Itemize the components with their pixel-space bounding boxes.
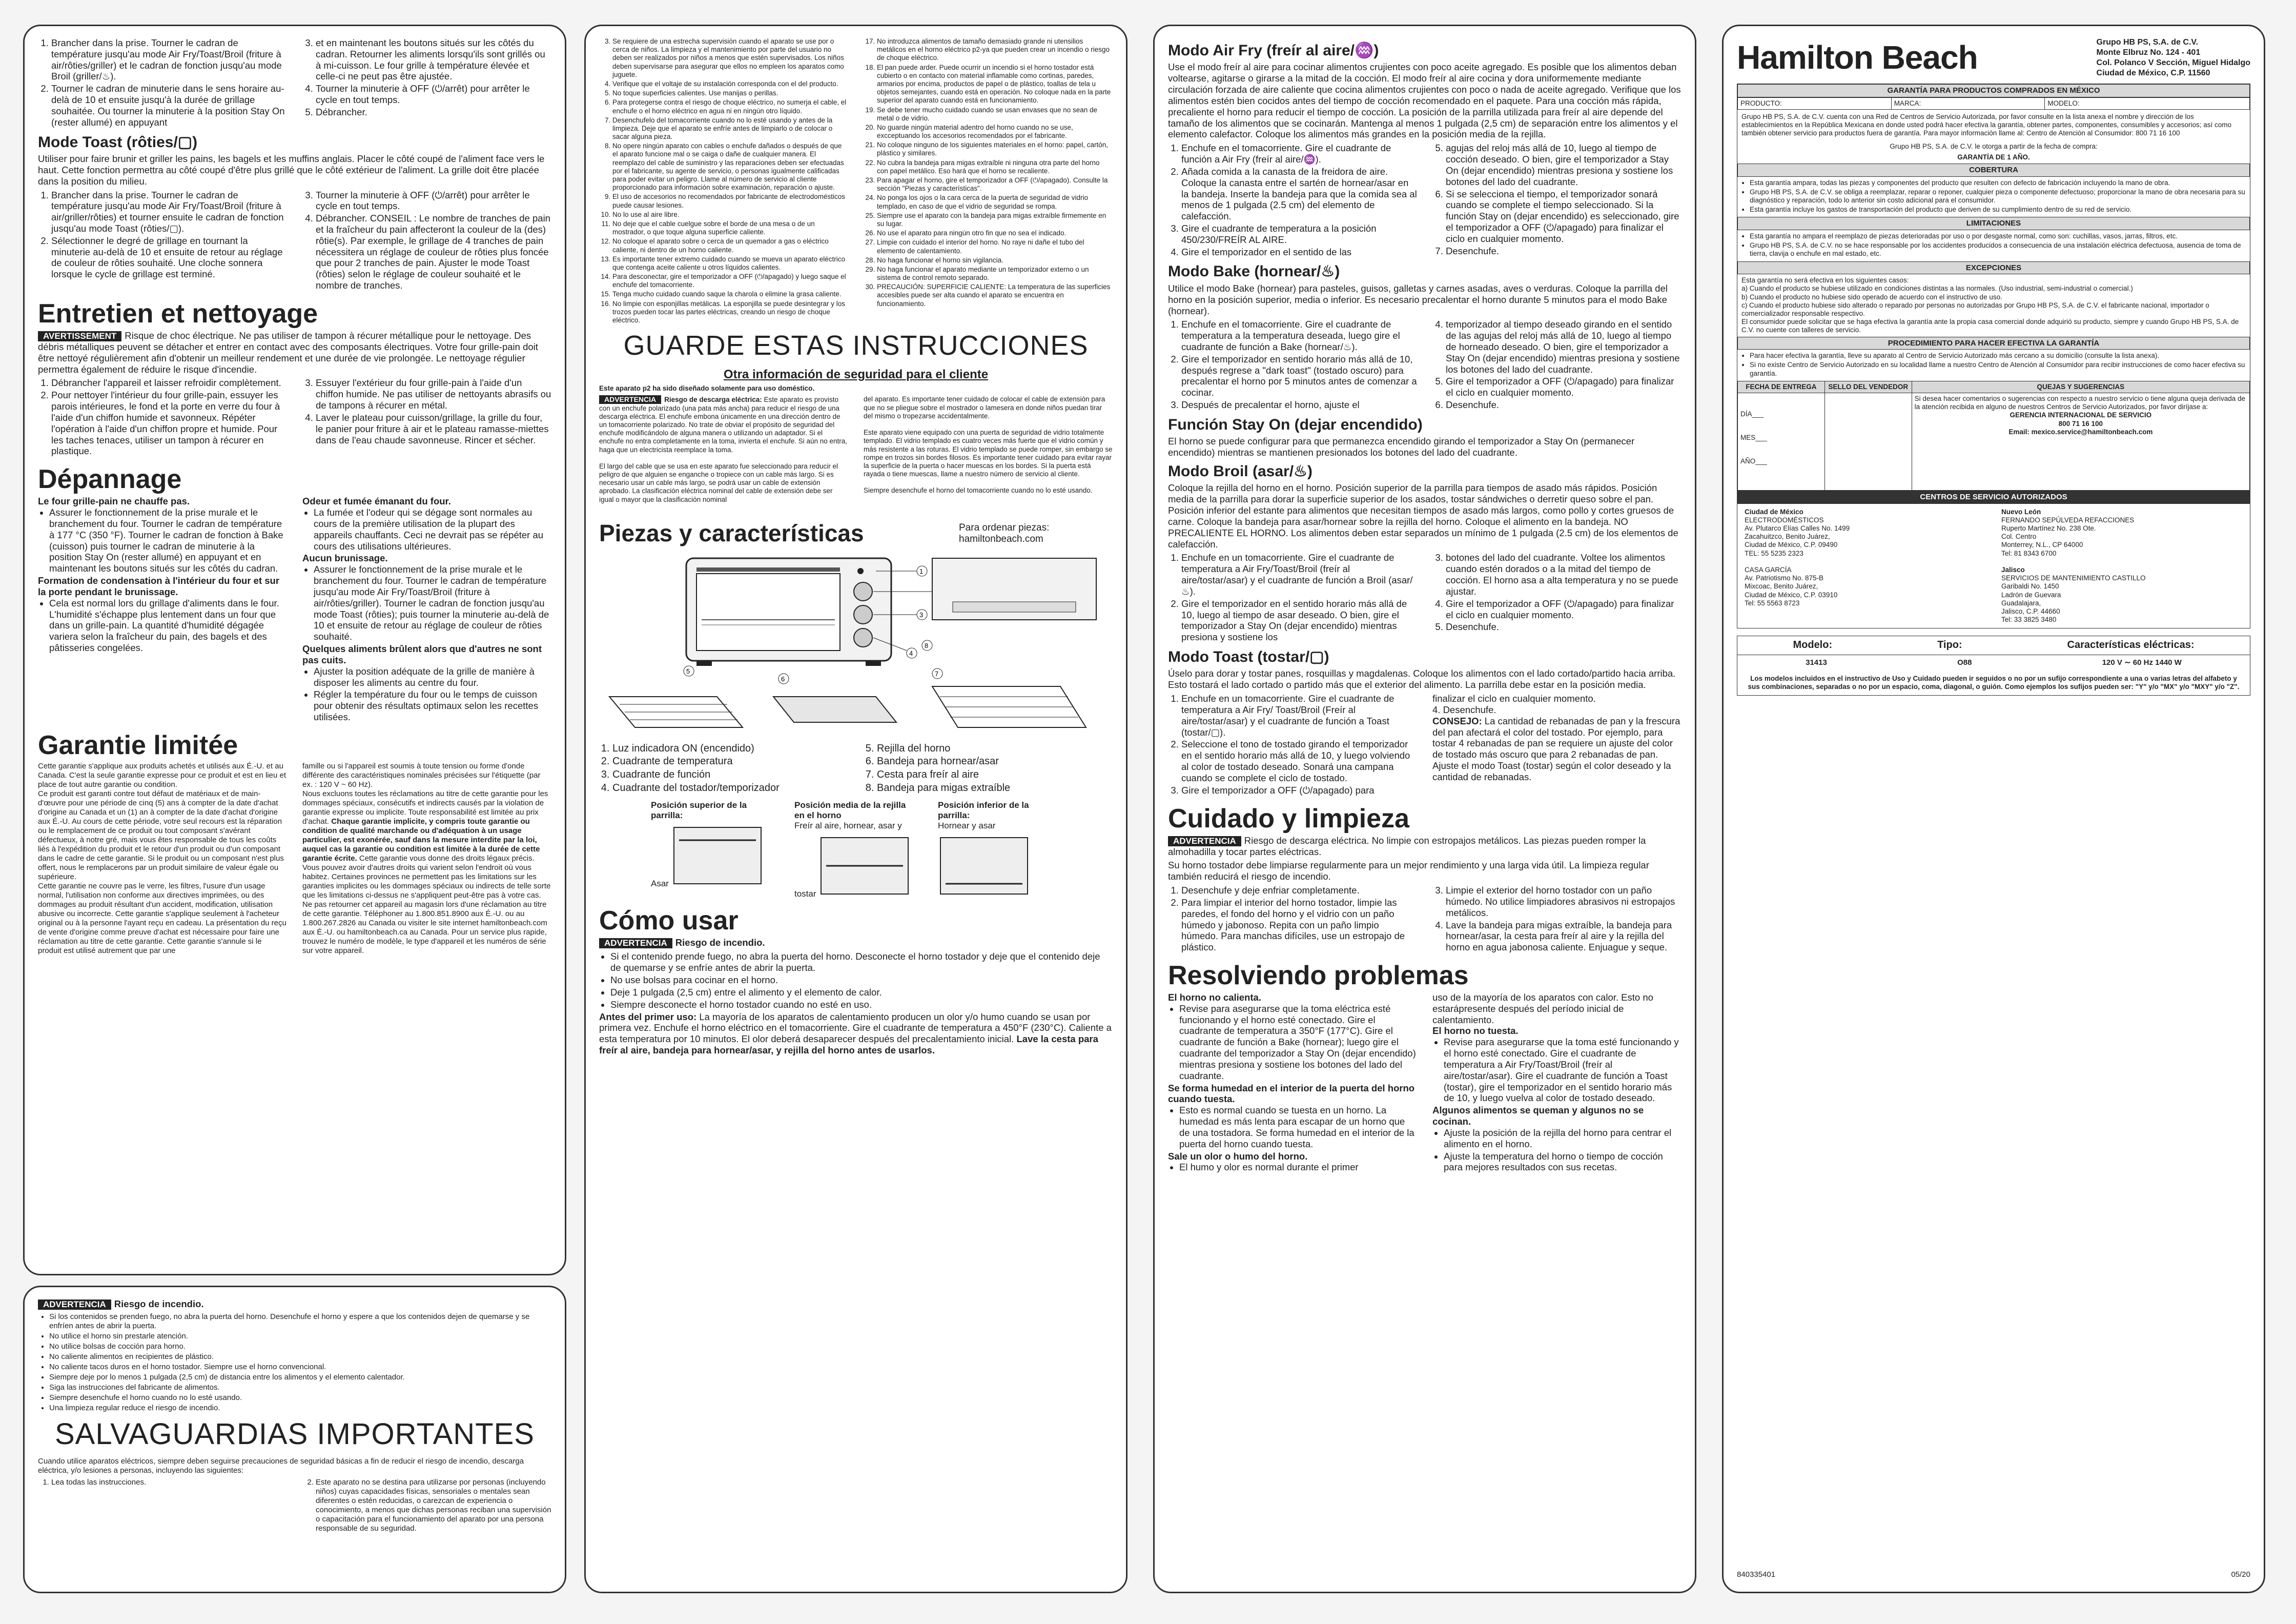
list-item: 7. Desenchufe. <box>1446 246 1682 257</box>
svg-text:4: 4 <box>909 649 913 657</box>
list-item: 26. No use el aparato para ningún otro fin que no sea el indicado. <box>877 229 1113 237</box>
list-item: 5. No toque superficies calientes. Use manijas o perillas. <box>612 89 848 97</box>
list-item: 4. Lave la bandeja para migas extraíble, la bandeja para hornear/asar, la cesta para freír al aire y la rejilla del horno en agua jabonosa caliente. Enjuague y seque. <box>1446 920 1682 953</box>
list-item: 22. No cubra la bandeja para migas extraíble ni ninguna otra parte del horno con papel metálico. Eso hará que el horno se recaliente. <box>877 159 1113 175</box>
list-item: 6. Bandeja para hornear/asar <box>877 756 1113 768</box>
other-info-right: del aparato. Es importante tener cuidado de colocar el cable de extensión para que no se pliegue sobre el mostrador o lamesera en donde niños puedan tirar del mismo o tropezarse accidentalmente. Este aparato viene equipado con una puerta de seguridad de vidrio totalmente templado. El vidrio templado es cuatro veces más fuerte que el vidrio común y más resistente a las roturas. El vidrio templado se puede romper, sin embargo se rompe en trozos sin bordes filosos. Es importante tener cuidado para evitar rayar la superficie de la puerta o hacer muescas en los bordes. Si la puerta está rayada o tiene muescas, llame a nuestro número de servicio al cliente. Siempre desenchufe el horno del tomacorriente cuando no lo esté usando. <box>864 395 1113 495</box>
list-item: 3. Tourner la minuterie à OFF (⏻/arrêt) pour arrêter le cycle en tout temps. <box>316 190 551 212</box>
list-item: 1. Débrancher l'appareil et laisser refroidir complètement. <box>51 377 287 389</box>
list-item: 19. Se debe tener mucho cuidado cuando se usan envases que no sean de metal o de vidrio. <box>877 106 1113 123</box>
fire-warning-list <box>38 1312 551 1413</box>
troubleshooting-left: El horno no calienta. • Revise para asegurarse que la toma eléctrica esté funcionando y el horno esté conectado. Gire el cuadrante de temperatura a 350°F (177°C). Gire el cuadrante de función a Bake (hornear); luego gire el cuadrante del temporizador a Stay On (dejar encendido) mientras presiona y sostiene los botones del lado del cuadrante. Se forma humedad en el interior de la puerta del horno cuando tuesta. • Esto es normal cuando se tuesta en un horno. La humedad es más lenta para escapar de un horno que de una tostadora. Se forma humedad en el interior de la puerta del horno cuando tuesta. Sale un olor o humo del horno. • El humo y olor es normal durante el primer <box>1168 992 1417 1174</box>
toast-mode-text: Utiliser pour faire brunir et griller les pains, les bagels et les muffins anglais. Placer le côté coupé de l'aliment face vers le haut. Cette fonction permettra au côté coupé d'être plus grillé que le côté extérieur de l'aliment. La grille doit être placée dans la position du milieu. <box>38 153 545 187</box>
rack-bottom-icon <box>938 835 1030 897</box>
rack-middle-title: Posición media de la rejilla en el horno <box>794 800 906 821</box>
rack-top-sub: Asar <box>651 879 669 889</box>
rack-middle <box>794 800 917 899</box>
troubleshooting-right: uso de la mayoría de los aparatos con calor. Esto no estarápresente después del período inicial de calentamiento. El horno no tuesta. • Revise para asegurarse que la toma esté funcionando y el horno esté conectado. Gire el cuadrante de temperatura a Air Fry/Toast/Broil (freír al aire/tostar/asar). Gire el cuadrante de función a Toast (tostar), gire el temporizador en el sentido horario más de 10, y luego vuelva al color de tostado deseado. Algunos alimentos se queman y algunos no se cocinan. • Ajuste la posición de la rejilla del horno para centrar el alimento en el horno. • Ajuste la temperatura del horno o tiempo de cocción para mejores resultados con sus recetas. <box>1432 992 1682 1174</box>
list-item: 3. Gire el temporizador a OFF (⏻/apagado) para <box>1181 785 1417 796</box>
broil-steps-right <box>1432 552 1682 633</box>
service-dept: GERENCIA INTERNACIONAL DE SERVICIO <box>2010 411 2152 419</box>
list-item: 25. Siempre use el aparato con la bandeja para migas extraíble firmemente en su lugar. <box>877 212 1113 228</box>
col-complaints: QUEJAS Y SUGERENCIAS <box>1912 381 2249 393</box>
care-title: Entretien et nettoyage <box>38 298 318 329</box>
care-steps-right <box>302 377 551 445</box>
list-item: 9. El uso de accesorios no recomendados por fabricante de electrodomésticos puede causar lesiones. <box>612 193 848 209</box>
other-info-title: Otra información de seguridad para el cliente <box>723 367 989 381</box>
svg-text:1: 1 <box>919 567 924 575</box>
airfry-steps-left <box>1168 143 1417 257</box>
care-steps-left <box>1168 885 1417 953</box>
list-item: 4. Cuadrante del tostador/temporizador <box>612 782 848 795</box>
panel-spanish-safeguards <box>23 1286 566 1593</box>
list-item: 3. Gire el cuadrante de temperatura a la posición 450/230/FREÍR AL AIRE. <box>1181 223 1417 246</box>
panel-french-instructions <box>23 25 566 1275</box>
oven-illustration <box>599 553 1112 738</box>
model-label: Modelo: <box>1793 639 1833 651</box>
list-item: 11. No deje que el cable cuelgue sobre el borde de una mesa o de un mostrador, o que toque alguna superficie caliente. <box>612 220 848 236</box>
list-item: 7. Desenchufelo del tomacorriente cuando no lo esté usando y antes de la limpieza. Deje que el aparato se enfríe antes de limpiarlo o de colocar o sacar alguna pieza. <box>612 116 848 141</box>
type-label: Tipo: <box>1937 639 1962 651</box>
list-item: 4. Laver le plateau pour cuisson/grillage, la grille du four, le panier pour friture à air et le plateau ramasse-miettes dans de l'eau chaude savonneuse. Rincer et sécher. <box>316 412 551 445</box>
use-warning-title: Riesgo de incendio. <box>675 937 765 948</box>
list-item: 1. Desenchufe y deje enfriar completamente. <box>1181 885 1417 896</box>
list-item: 3. Limpie el exterior del horno tostador con un paño húmedo. No utilice limpiadores abrasivos ni estropajos metálicos. <box>1446 885 1682 918</box>
list-item: • No use bolsas para cocinar en el horno. <box>610 975 1113 986</box>
safeguards-title: SALVAGUARDIAS IMPORTANTES <box>54 1417 535 1451</box>
list-item: 18. El pan puede arder. Puede ocurrir un incendio si el horno tostador está cubierto o en contacto con material inflamable como cortinas, paredes, armarios por encima, productos de papel o de plástico, toallas de tela u objetos semejantes, cuando está en operación. No coloque nada en la parte superior del aparato cuando está en funcionamiento. <box>877 64 1113 105</box>
list-item: 4. Gire el temporizador en el sentido de las <box>1181 247 1417 258</box>
warning-label: ADVERTENCIA <box>38 1300 111 1310</box>
address-line: Grupo HB PS, S.A. de C.V. <box>2096 38 2199 47</box>
bake-steps-right <box>1432 319 1682 411</box>
list-item: • No caliente tacos duros en el horno tostador. Siempre use el horno convencional. <box>49 1363 551 1372</box>
list-item: 2. Añada comida a la canasta de la freidora de aire. Coloque la canasta entre el sartén de hornear/asar en la bandeja. Inserte la bandeja para que la comida sea al menos de 1 pulgada (2.5 cm) del elemento de calefacción. <box>1181 166 1417 222</box>
warranty-box <box>1737 84 2250 628</box>
safeguard-1: 1. Lea todas las instrucciones. <box>51 1478 287 1487</box>
list-item: 3. botones del lado del cuadrante. Voltee los alimentos cuando estén dorados o a la mitad del tiempo de cocción. El horno asa a alta temperatura y no se puede ajustar. <box>1446 552 1682 597</box>
list-item: 3. et en maintenant les boutons situés sur les côtés du cadran. Retourner les aliments lorsqu'ils sont grillés ou à mi-cuisson. Le four grille à température élevée et celle-ci ne peut pas être ajustée. <box>316 37 551 82</box>
list-item: 3. Se requiere de una estrecha supervisión cuando el aparato se use por o cerca de niños. La limpieza y el mantenimiento por parte del usuario no deben ser realizados por niños a menos que estén supervisados. Los niños deben supervisarse para asegurar que ellos no empleen los aparatos como juguete. <box>612 37 848 79</box>
rack-middle-icon <box>818 835 911 897</box>
list-item: 4. Tourner la minuterie à OFF (⏻/arrêt) pour arrêter le cycle en tout temps. <box>316 83 551 106</box>
rack-bottom <box>938 800 1061 899</box>
broil-steps-right <box>302 37 551 118</box>
troubleshooting-left: Le four grille-pain ne chauffe pas. • Assurer le fonctionnement de la prise murale et le branchement du four. Tourner le cadran de température à 177 °C (350 °F). Tourner le cadran de fonction à Bake (cuisson) puis tourner le cadran de minuterie à la position Stay On (rester allumé) en appuyant et en maintenant les boutons situés sur les côtés du cadran. Formation de condensation à l'intérieur du four et sur la porte pendant le brunissage. • Cela est normal lors du grillage d'aliments dans le four. L'humidité s'échappe plus lentement dans un four que dans un grille-pain. La quantité d'humidité dégagée variera selon la fraîcheur du pain, des bagels et des pâtisseries congelées. <box>38 496 287 724</box>
troubleshooting-title: Resolviendo problemas <box>1168 961 1469 990</box>
warranty-year: GARANTÍA DE 1 AÑO. <box>1957 153 2030 161</box>
list-item: 27. Limpie con cuidado el interior del horno. No raye ni dañe el tubo del elemento de calentamiento. <box>877 238 1113 255</box>
month-field[interactable]: MES___ <box>1740 434 1767 442</box>
list-item: 8. No opere ningún aparato con cables o enchufe dañados o después de que el aparato funcione mal o se caiga o dañe de cualquier manera. El reemplazo del cable de suministro y las reparaciones deben ser efectuadas por el fabricante, su agente de servicio, o personas igualmente calificadas para poder evitar un peligro. Llame al número de servicio al cliente proporcionado para información sobre examinación, reparación o ajuste. <box>612 142 848 192</box>
exceptions-title: EXCEPCIONES <box>1737 261 2250 275</box>
list-item: • Si los contenidos se prenden fuego, no abra la puerta del horno. Desenchufe el horno y espere a que los contenidos dejen de quemarse y se enfríen antes de abrir la puerta. <box>49 1312 551 1331</box>
warranty-title: Garantie limitée <box>38 730 238 760</box>
svg-text:7: 7 <box>935 669 939 678</box>
service-phone: 800 71 16 100 <box>2058 419 2103 428</box>
list-item: 1. Enchufe en un tomacorriente. Gire el cuadrante de temperatura a Air Fry/ Toast/Broil (Freír al aire/tostar/asar) y el cuadrante de función a Toast (tostar/▢). <box>1181 693 1417 738</box>
list-item: 5. agujas del reloj más allá de 10, luego al tiempo de cocción deseado. O bien, gire el temporizador a Stay On (dejar encendido) mientras presiona y sostiene los botones del lado del cuadrante. <box>1446 143 1682 187</box>
list-item: 2. Pour nettoyer l'intérieur du four grille-pain, essuyer les parois intérieures, le fond et la porte en verre du four à l'aide d'un chiffon humide et savonneux. Répéter l'opération à l'aide d'un chiffon propre et humide. Pour les taches tenaces, utiliser un tampon à récurer en plastique. <box>51 390 287 457</box>
list-item: 2. Para limpiar el interior del horno tostador, limpie las paredes, el fondo del horno y el vidrio con un paño húmedo y jabonoso. Repita con un paño limpio húmedo. Para manchas difíciles, use un estropajo de plástico. <box>1181 897 1417 953</box>
list-item: 5. Desenchufe. <box>1446 621 1682 633</box>
seller-seal-area[interactable] <box>1824 393 1912 490</box>
svg-text:5: 5 <box>686 667 690 675</box>
troubleshooting-title: Dépannage <box>38 464 182 495</box>
list-item: • Siempre desconecte el horno tostador cuando no esté en uso. <box>610 999 1113 1010</box>
list-item: 2. Sélectionner le degré de grillage en tournant la minuterie au-delà de 10 et ensuite de retour au réglage de couleur de rôties souhaité. Une cloche sonnera lorsque le cycle de grillage est terminé. <box>51 235 287 280</box>
list-item: • Si no existe Centro de Servicio Autorizado en su localidad llame a nuestro Centro de Atención al Consumidor para recibir instrucciones de como hacer efectiva su garantía. <box>1750 361 2246 377</box>
parts-list-left <box>599 743 848 794</box>
broil-steps-left <box>1168 552 1417 643</box>
list-item: 2. Gire el temporizador en el sentido horario más allá de 10, luego al tiempo de asar deseado. O bien, gire el temporizador a Stay On (dejar encendido) mientras presiona y sostiene los <box>1181 598 1417 643</box>
list-item: 1. Enchufe en el tomacorriente. Gire el cuadrante de función a Air Fry (freír al aire/♒). <box>1181 143 1417 165</box>
list-item: • Siempre deje por lo menos 1 pulgada (2,5 cm) de distancia entre los alimentos y el elemento calentador. <box>49 1373 551 1382</box>
list-item: • No caliente alimentos en recipientes de plástico. <box>49 1352 551 1362</box>
use-warning-list <box>599 951 1113 1010</box>
list-item: 7. Cesta para freír al aire <box>877 769 1113 781</box>
broil-title: Modo Broil (asar/♨) <box>1168 463 1313 480</box>
airfry-title: Modo Air Fry (freír al aire/♒) <box>1168 42 1379 59</box>
list-item: 2. Cuadrante de temperatura <box>612 756 848 768</box>
warranty-left: Cette garantie s'applique aux produits achetés et utilisés aux É.-U. et au Canada. C'est la seule garantie expresse pour ce produit et est en lieu et place de tout autre garantie ou condition. Ce produit est garanti contre tout défaut de matériaux et de main-d'œuvre pour une période de cinq (5) ans à compter de la date d'achat d'origine au Canada et un (1) an à compter de la date d'achat d'origine aux É.-U. Au cours de cette période, votre seul recours est la réparation ou le remplacement de ce produit ou tout composant s'avérant défectueux, à notre gré, mais vous êtes responsable de tous les coûts liés à l'expédition du produit et le retour d'un produit ou d'un composant dans le cadre de cette garantie. Si le produit ou un composant n'est plus offert, nous le remplacerons par un produit similaire de valeur égale ou supérieure. Cette garantie ne couvre pas le verre, les filtres, l'usure d'un usage normal, l'utilisation non conforme aux directives imprimées, ou des dommages au produit résultant d'un accident, modification, utilisation abusive ou incorrecte. Cette garantie s'applique seulement à l'acheteur original ou à la personne l'ayant reçu en cadeau. La présentation du reçu de vente d'origine comme preuve d'achat est nécessaire pour faire une réclamation au titre de cette garantie. Cette garantie s'annule si le produit est utilisé autrement que par une <box>38 761 286 955</box>
broil-text: Coloque la rejilla del horno en el horno. Posición superior de la parrilla para tiempos de asado más rápidos. Posición media de la parrilla para dorar la superficie superior de los asados, tostar sándwiches o derretir queso sobre el pan. Posición inferior del estante para alimentos que necesitan tiempos de asado más largos, como pollo y cortes gruesos de carne. Coloque la bandeja para asar/hornear sobre la rejilla del horno. Coloque el alimento en la bandeja. NO PRECALIENTE EL HORNO. Los alimentos deben estar separados un mínimo de 1 pulgada (2.5 cm) de los elementos de calefacción. <box>1168 482 1678 550</box>
other-info-left: Riesgo de descarga eléctrica: Este aparato es provisto con un enchufe polarizado (una pata más ancha) para reducir el riesgo de una descarga eléctrica. El enchufe embona únicamente en una dirección dentro de un tomacorriente polarizado. No trate de obviar el propósito de seguridad del enchufe modificándolo de alguna manera o utilizando un adaptador. Si el enchufe no entra completamente en la toma, invierta el enchufe. Si aún no entra, haga que un electricista reemplace la toma. El largo del cable que se usa en este aparato fue seleccionado para reducir el peligro de que alguien se enganche o tropiece con un cable más largo. Si es necesario usar un cable más largo, se podrá usar un cable de extensión aprobado. La clasificación eléctrica nominal del cable de extensión debe ser igual o mayor que la clasificación nominal <box>599 396 848 503</box>
broil-steps-left <box>38 37 287 128</box>
list-item: 29. No haga funcionar el aparato mediante un temporizador externo o un sistema de control remoto separado. <box>877 266 1113 282</box>
col-seller-seal: SELLO DEL VENDEDOR <box>1824 381 1912 393</box>
list-item: 4. Débrancher. CONSEIL : Le nombre de tranches de pain et la fraîcheur du pain affecteront la couleur de la (des) rôtie(s). Par exemple, le grillage de 4 tranches de pain nécessitera un réglage de couleur de rôties plus foncée que pour 2 tranches de pain. Ajuster le mode Toast (rôties) selon le réglage de couleur souhaité et le nombre de tranches. <box>316 213 551 291</box>
service-centers-right: Nuevo León FERNANDO SEPÚLVEDA REFACCIONES Ruperto Martínez No. 238 Ote. Col. Centro Monterrey, N.L., CP 64000 Tel: 81 8343 6700 Jalisco SERVICIOS DE MANTENIMIENTO CASTILLO Garibaldi No. 1450 Ladrón de Guevara Guadalajara, Jalisco, C.P. 44660 Tel: 33 3825 3480 <box>2001 508 2146 624</box>
list-item: • Esta garantía ampara, todas las piezas y componentes del producto que resulten con defecto de fabricación incluyendo la mano de obra. <box>1750 179 2246 187</box>
list-item: 10. No lo use al aire libre. <box>612 211 848 219</box>
company-address <box>2097 37 2250 78</box>
limitations-list <box>1737 230 2250 261</box>
list-item: • Grupo HB PS, S.A. de C.V. se obliga a reemplazar, reparar o reponer, cualquier pieza o componente defectuoso; proporcionar la mano de obra necesaria para su diagnóstico y reparación, todo lo anterior sin costo adicional para el consumidor. <box>1750 188 2246 205</box>
toast-steps-left <box>38 190 287 280</box>
list-item: 2. Tourner le cadran de minuterie dans le sens horaire au-delà de 10 et ensuite jusqu'à la durée de grillage souhaitée. Ou tourner la minuterie à la position Stay On (rester allumé) en appuyant <box>51 83 287 128</box>
procedure-list <box>1737 350 2250 381</box>
exceptions-text: Esta garantía no será efectiva en los siguientes casos: a) Cuando el producto se hubiese utilizado en condiciones distintas a las normales. (Uso industrial, semi-industrial o comercial.) b) Cuando el producto no hubiese sido operado de acuerdo con el instructivo de uso. c) Cuando el producto hubiese sido alterado o reparado por personas no autorizadas por Grupo HB PS, S.A. de C.V. el fabricante nacional, importador o comercializador responsable respectivo. El consumidor puede solicitar que se haga efectiva la garantía ante la propia casa comercial donde adquirió su producto, siempre y cuando Grupo HB PS, S.A. de C.V. no cuente con talleres de servicio. <box>1741 276 2239 334</box>
list-item: 1. Enchufe en un tomacorriente. Gire el cuadrante de temperatura a Air Fry/Toast/Broil (freír al aire/tostar/asar) y el cuadrante de función a Broil (asar/♨). <box>1181 552 1417 597</box>
safeguards-intro: Cuando utilice aparatos eléctricos, siempre deben seguirse precauciones de seguridad básicas a fin de reducir el riesgo de incendio, descarga eléctrica, y/o lesiones a personas, incluyendo las siguientes: <box>38 1457 524 1475</box>
warning-label: ADVERTENCIA <box>599 395 661 404</box>
panel-spanish-modes <box>1153 25 1696 1593</box>
list-item: • Grupo HB PS, S.A. de C.V. no se hace responsable por los accidentes producidos a consecuencia de una instalación eléctrica defectuosa, ausencia de toma de tierra, clavija o enchufe en mal estado, etc. <box>1750 241 2246 258</box>
service-email[interactable]: Email: mexico.service@hamiltonbeach.com <box>2008 428 2153 436</box>
warning-label: AVERTISSEMENT <box>38 331 121 341</box>
before-first-use: Antes del primer uso: La mayoría de los aparatos de calentamiento producen un olor y/o humo cuando se usan por primera vez. Enchufe el horno eléctrico en el tomacorriente. Gire el cuadrante de temperatura a 450°F (230°C). Caliente a esta temperatura por 10 minutos. El olor deberá desaparecer después del precalentamiento inicial. Lave la cesta para freír al aire, bandeja para hornear/asar, y rejilla del horno antes de usarlos. <box>599 1011 1112 1056</box>
safety-rules-left <box>599 37 848 324</box>
stay-on-title: Función Stay On (dejar encendido) <box>1168 416 1423 433</box>
brand-logo: Hamilton Beach <box>1737 39 1978 76</box>
list-item: • Una limpieza regular reduce el riesgo de incendio. <box>49 1404 551 1413</box>
toast-text: Úselo para dorar y tostar panes, rosquillas y magdalenas. Coloque los alimentos con el lado cortado/partido hacia arriba. Esto tostará el lado cortado o partido más que el exterior del alimento. La parrilla debe estar en la posición media. <box>1168 668 1676 691</box>
list-item: 4. temporizador al tiempo deseado girando en el sentido de las agujas del reloj más allá de 10, luego al tiempo de horneado deseado. O bien, gire el temporizador a Stay On (dejar encendido) mientras presiona y sostiene los botones del lado del cuadrante. <box>1446 319 1682 375</box>
rack-bottom-sub: Hornear y asar <box>938 821 996 831</box>
list-item: • Siga las instrucciones del fabricante de alimentos. <box>49 1383 551 1392</box>
list-item: 8. Bandeja para migas extraíble <box>877 782 1113 795</box>
list-item: 15. Tenga mucho cuidado cuando saque la charola o elimine la grasa caliente. <box>612 290 848 298</box>
part-code: 840335401 <box>1737 1570 1776 1579</box>
service-centers-title: CENTROS DE SERVICIO AUTORIZADOS <box>1737 491 2250 504</box>
type-value: O88 <box>1957 658 1972 667</box>
panel-spanish-safety-parts <box>584 25 1128 1593</box>
address-line: Ciudad de México, C.P. 11560 <box>2096 69 2210 77</box>
safeguard-2: 2. Este aparato no se destina para utilizarse por personas (incluyendo niños) cuyas capacidades físicas, sensoriales o mentales sean diferentes o estén reducidas, o carezcan de experiencia o conocimiento, a menos que dichas personas reciban una supervisión o capacitación para el funcionamiento del aparato por una persona responsable de su seguridad. <box>316 1478 551 1533</box>
care-steps-right <box>1432 885 1682 953</box>
list-item: • Siempre desenchufe el horno cuando no lo esté usando. <box>49 1393 551 1403</box>
model-value: 31413 <box>1806 658 1827 667</box>
address-line: Col. Polanco V Sección, Miguel Hidalgo <box>2096 58 2250 67</box>
toast-steps-right: finalizar el ciclo en cualquier momento. 4. Desenchufe. CONSEJO: La cantidad de rebanadas de pan y la frescura del pan afectará el color del tostado. Por ejemplo, para tostar 4 rebanadas de pan se requiere un ajuste del color de tostado más oscuro que para 2 rebanadas de pan. Ajuste el modo Toast (tostar) según el color deseado y la cantidad de rebanadas. <box>1432 693 1680 782</box>
list-item: 6. Para protegerse contra el riesgo de choque eléctrico, no sumerja el cable, el enchufe o el horno eléctrico en agua ni en ningún otro líquido. <box>612 98 848 115</box>
coverage-list <box>1737 177 2250 217</box>
list-item: 3. Después de precalentar el horno, ajuste el <box>1181 399 1417 411</box>
troubleshooting-right: Odeur et fumée émanant du four. • La fumée et l'odeur qui se dégage sont normales au cours de la première utilisation de la plupart des appareils chauffants. Ceci ne devrait pas se répéter au cours des utilisations ultérieures. Aucun brunissage. • Assurer le fonctionnement de la prise murale et le branchement du four. Tourner le cadran de température jusqu'au mode Air Fry/Toast/Broil (friture à air/rôties/griller). Tourner le cadran de fonction jusqu'au mode Toast (rôties); puis tourner la minuterie au-delà de 10 et ensuite de retour au réglage de couleur de rôties souhaité. Quelques aliments brûlent alors que d'autres ne sont pas cuits. • Ajuster la position adéquate de la grille de manière à disposer les aliments au centre du four. • Régler la température du four ou le temps de cuisson pour obtenir des résultats optimaux selon les recettes utilisées. <box>302 496 551 724</box>
care-warning-text: Risque de choc électrique. Ne pas utiliser de tampon à récurer métallique pour le nettoyage. Des débris métalliques peuvent se détacher et entrer en contact avec des composants électriques. Votre four grille-pain doit être nettoyé régulièrement afin d'obtenir un meilleur rendement et une durée de vie prolongée. Le nettoyage régulier permettra également de réduire le risque d'incendie. <box>38 330 538 375</box>
list-item: 5. Rejilla del horno <box>877 743 1113 755</box>
print-date: 05/20 <box>2231 1570 2250 1579</box>
care-warning-text: Riesgo de descarga eléctrica. No limpie con estropajos metálicos. Las piezas pueden romper la almohadilla y tocar partes eléctricas. <box>1168 835 1646 857</box>
list-item: • Si el contenido prende fuego, no abra la puerta del horno. Desconecte el horno tostador y deje que el contenido deje de quemarse y se enfríe antes de abrir la puerta. <box>610 951 1113 973</box>
list-item: 4. Gire el temporizador a OFF (⏻/apagado) para finalizar el ciclo en cualquier momento. <box>1446 598 1682 621</box>
day-field[interactable]: DÍA___ <box>1740 410 1764 418</box>
parts-title: Piezas y características <box>599 519 864 546</box>
fire-warning-title: Riesgo de incendio. <box>114 1298 204 1309</box>
year-field[interactable]: AÑO___ <box>1740 457 1767 465</box>
bake-text: Utilice el modo Bake (hornear) para pasteles, guisos, galletas y carnes asadas, aves o verduras. Coloque la parrilla del horno en la posición superior, media o inferior. Es necesario precalentar el horno durante 5 minutos para el modo Bake (hornear). <box>1168 282 1668 316</box>
list-item: 1. Luz indicadora ON (encendido) <box>612 743 848 755</box>
list-item: 6. Desenchufe. <box>1446 399 1682 411</box>
rack-top-title: Posición superior de la parrilla: <box>651 800 747 821</box>
procedure-title: PROCEDIMIENTO PARA HACER EFECTIVA LA GARANTÍA <box>1737 337 2250 350</box>
product-fields <box>1737 97 2250 110</box>
service-centers-left: Ciudad de México ELECTRODOMÉSTICOS Av. Plutarco Elías Calles No. 1499 Zacahuitzco, Benito Juárez, Ciudad de México, C.P. 09490 TEL: 55 5235 2323 CASA GARCÍA Av. Patriotismo No. 875-B Mixcoac, Benito Juárez, Ciudad de México, C.P. 03910 Tel: 55 5563 8723 <box>1745 508 1850 607</box>
electrical-label: Características eléctricas: <box>2067 639 2195 651</box>
bake-steps-left <box>1168 319 1417 411</box>
limitations-title: LIMITACIONES <box>1737 217 2250 230</box>
list-item: 1. Brancher dans la prise. Tourner le cadran de température jusqu'au mode Air Fry/Toast/Broil (friture à air/griller/rôties) et tourner ensuite le cadran de fonction jusqu'au mode Toast (rôties/▢). <box>51 190 287 234</box>
toast-mode-title: Mode Toast (rôties/▢) <box>38 133 198 151</box>
toast-steps-left <box>1168 693 1417 796</box>
list-item: 24. No ponga los ojos o la cara cerca de la puerta de seguridad de vidrio templado, en caso de que el vidrio de seguridad se rompa. <box>877 194 1113 210</box>
field-product[interactable]: PRODUCTO: <box>1738 97 1892 109</box>
list-item: 6. Si se selecciona el tiempo, el temporizador sonará cuando se complete el tiempo seleccionado. Si la función Stay on (dejar encendido) es seleccionado, gire el temporizador a OFF (⏻/apagado) para finalizar el ciclo en cualquier momento. <box>1446 189 1682 245</box>
care-text: Su horno tostador debe limpiarse regularmente para un mejor rendimiento y una larga vida útil. La limpieza regular también reducirá el riesgo de incendio. <box>1168 860 1649 882</box>
svg-text:3: 3 <box>919 611 924 619</box>
address-line: Monte Elbruz No. 124 - 401 <box>2096 48 2201 57</box>
list-item: 5. Débrancher. <box>316 107 551 118</box>
complaints-text: Si desea hacer comentarios o sugerencias con respecto a nuestro servicio o tiene alguna queja derivada de la atención recibida en alguno de nuestros Centros de Servicio Autorizados, por favor diríjase a: <box>1914 394 2246 411</box>
list-item: 3. Cuadrante de función <box>612 769 848 781</box>
list-item: 3. Essuyer l'extérieur du four grille-pain à l'aide d'un chiffon humide. Ne pas utiliser de nettoyants abrasifs ou de tampons à récurer en métal. <box>316 377 551 411</box>
parts-list-right <box>864 743 1113 794</box>
stay-on-text: El horno se puede configurar para que permanezca encendido girando el temporizador a Stay On (permanecer encendido) mientras se mantienen presionados los botones del lado del cuadrante. <box>1168 436 1635 458</box>
save-instructions-title: GUARDE ESTAS INSTRUCCIONES <box>623 330 1089 361</box>
list-item: 4. Verifique que el voltaje de su instalación corresponda con el del producto. <box>612 80 848 88</box>
toast-title: Modo Toast (tostar/▢) <box>1168 648 1329 665</box>
list-item: 1. Brancher dans la prise. Tourner le cadran de température jusqu'au mode Air Fry/Toast/Broil (friture à air/rôties/griller) et le cadran de fonction jusqu'au mode Broil (griller/♨). <box>51 37 287 82</box>
list-item: 17. No introduzca alimentos de tamaño demasiado grande ni utensilios metálicos en el horno eléctrico p2-ya que pueden crear un incendio o riesgo de choque eléctrico. <box>877 37 1113 63</box>
list-item: 13. Es importante tener extremo cuidado cuando se mueva un aparato eléctrico que contenga aceite caliente u otros líquidos calientes. <box>612 255 848 272</box>
warranty-box-title: GARANTÍA PARA PRODUCTOS COMPRADOS EN MÉXICO <box>1737 84 2250 97</box>
warranty-intro: Grupo HB PS, S.A. de C.V. cuenta con una Red de Centros de Servicio Autorizada, por favor consulte en la lista anexa el nombre y dirección de los establecimientos en la República Mexicana en donde usted podrá hacer efectiva la garantía, obtener partes, componentes, consumibles y accesorios; así como también obtener servicio para productos fuera de garantía. Para mayor información llame al: Centro de Atención al Consumidor: 800 71 16 100 <box>1741 112 2232 137</box>
svg-text:6: 6 <box>781 675 785 683</box>
list-item: 12. No coloque el aparato sobre o cerca de un quemador a gas o eléctrico caliente, ni dentro de un horno caliente. <box>612 237 848 254</box>
warning-label: ADVERTENCIA <box>599 938 672 948</box>
rack-bottom-title: Posición inferior de la parrilla: <box>938 800 1029 821</box>
care-title: Cuidado y limpieza <box>1168 803 1409 834</box>
rack-top-icon <box>671 825 764 886</box>
list-item: 20. No guarde ningún material adentro del horno cuando no se use, excceptuando los accesorios recomendados por el fabricante. <box>877 124 1113 140</box>
panel-mexico-warranty <box>1722 25 2265 1593</box>
airfry-text: Use el modo freír al aire para cocinar alimentos crujientes con poco aceite agregado. Es posible que los alimentos deban voltearse, agitarse o girarse a la mitad de la cocción. El modo freír al aire cocina y dora uniformemente mediante circulación forzada de aire caliente que cocina alimentos crujientes con poco o nada de aceite agregado. Verifique que los alimentos estén bien cocidos antes del tiempo de cocción recomendado en el paquete. Para una cocción más rápida, precaliente el horno para reducir el tiempo de cocción. La posición de la parrilla utilizada para freír al aire depende del tamaño de los alimentos que se cocinarán. Mantenga al menos 1 pulgada (2,5 cm) de separación entre los alimentos y el elemento calefactor. Coloque los alimentos más grandes en la posición media de la rejilla. <box>1168 62 1681 140</box>
bake-title: Modo Bake (hornear/♨) <box>1168 263 1340 280</box>
other-info-sub: Este aparato p2 ha sido diseñado solamente para uso doméstico. <box>599 384 815 393</box>
list-item: • No utilice bolsas de cocción para horno. <box>49 1342 551 1351</box>
list-item: • Deje 1 pulgada (2,5 cm) entre el alimento y el elemento de calor. <box>610 987 1113 998</box>
list-item: • Para hacer efectiva la garantía, lleve su aparato al Centro de Servicio Autorizado más cercano a su domicilio (consulte la lista anexa). <box>1750 352 2246 360</box>
list-item: 5. Gire el temporizador a OFF (⏻/apagado) para finalizar el ciclo en cualquier momento. <box>1446 376 1682 398</box>
list-item: 14. Para desconectar, gire el temporizador a OFF (⏻/apagado) y luego saque el enchufe del tomacorriente. <box>612 273 848 289</box>
care-steps-left <box>38 377 287 457</box>
svg-text:8: 8 <box>925 641 929 649</box>
field-model[interactable]: MODELO: <box>2045 97 2250 109</box>
electrical-value: 120 V ∼ 60 Hz 1440 W <box>2102 658 2182 667</box>
rack-middle-sub: Freír al aire, hornear, asar y tostar <box>794 821 902 899</box>
delivery-table <box>1737 381 2250 491</box>
list-item: 28. No haga funcionar el horno sin vigilancia. <box>877 256 1113 265</box>
model-note: Los modelos incluidos en el instructivo de Uso y Cuidado pueden ir seguidos o no por un sufijo correspondiente a una o varias letras del alfabeto y sus combinaciones, separadas o no por un espacio, coma, diagonal, o guión. Como ejemplos los sufijos pueden ser: "Y" y/o "MX" y/o "MXY" y/o "Z". <box>1748 674 2240 691</box>
list-item: 1. Enchufe en el tomacorriente. Gire el cuadrante de temperatura a la temperatura deseada, luego gire el cuadrante de función a Bake (hornear/♨). <box>1181 319 1417 352</box>
parts-order-link[interactable]: Para ordenar piezas: hamiltonbeach.com <box>959 522 1050 545</box>
field-brand[interactable]: MARCA: <box>1891 97 2045 109</box>
rack-top <box>651 800 774 899</box>
rack-positions <box>599 800 1113 899</box>
parts-diagram <box>599 553 1113 738</box>
warning-label: ADVERTENCIA <box>1168 836 1241 846</box>
list-item: • No utilice el horno sin prestarle atención. <box>49 1332 551 1341</box>
airfry-steps-right <box>1432 143 1682 256</box>
list-item: 21. No coloque ninguno de los siguientes materiales en el horno: papel, cartón, plástico y similares. <box>877 141 1113 157</box>
list-item: 2. Seleccione el tono de tostado girando el temporizador en el sentido horario más allá de 10, y luego volviendo al color de tostado deseado. Sonará una campana cuando se complete el ciclo de tostado. <box>1181 739 1417 783</box>
warranty-right: famille ou si l'appareil est soumis à toute tension ou forme d'onde différente des caractéristiques nominales précisées sur l'étiquette (par ex. : 120 V ~ 60 Hz). Nous excluons toutes les réclamations au titre de cette garantie pour les dommages spéciaux, consécutifs et indirects causés par la violation de garantie expresse ou implicite. Toute responsabilité est limitée au prix d'achat. Chaque garantie implicite, y compris toute garantie ou condition de qualité marchande ou d'adéquation à un usage particulier, est exonérée, sauf dans la mesure interdite par la loi, auquel cas la garantie ou condition est limitée à la durée de cette garantie écrite. Cette garantie vous donne des droits légaux précis. Vous pouvez avoir d'autres droits qui varient selon l'endroit où vous habitez. Certaines provinces ne permettent pas les limitations sur les garanties implicites ou les dommages spéciaux ou indirects de telle sorte que les limitations ci-dessus ne s'appliquent peut-être pas à votre cas. Ne pas retourner cet appareil au magasin lors d'une réclamation au titre de cette garantie. Téléphoner au 1.800.851.8900 aux É.-U. ou au 1.800.267.2826 au Canada ou visiter le site internet hamiltonbeach.com aux É.-U. ou hamiltonbeach.ca au Canada. Pour un service plus rapide, trouvez le numéro de modèle, le type d'appareil et les numéros de série sur votre appareil. <box>302 761 551 955</box>
col-delivery-date: FECHA DE ENTREGA <box>1738 381 1825 393</box>
list-item: 16. No limpie con esponjillas metálicas. La esponjilla se puede desintegrar y los trozos pueden tocar las partes eléctricas, creando un riesgo de choque eléctrico. <box>612 300 848 325</box>
list-item: 2. Gire el temporizador en sentido horario más allá de 10, después regrese a "dark toast" (tostado oscuro) para precalentar el horno por 5 minutos antes de comenzar a cocinar. <box>1181 354 1417 398</box>
coverage-title: COBERTURA <box>1737 164 2250 177</box>
model-box <box>1737 636 2250 696</box>
list-item: 23. Para apagar el horno, gire el temporizador a OFF (⏻/apagado). Consulte la sección "Piezas y características". <box>877 176 1113 193</box>
how-to-use-title: Cómo usar <box>599 906 739 936</box>
list-item: • Esta garantía incluye los gastos de transportación del producto que deriven de su cumplimiento dentro de su red de servicio. <box>1750 206 2246 214</box>
list-item: 30. PRECAUCIÓN: SUPERFICIE CALIENTE: La temperatura de las superficies accesibles puede ser alta cuando el aparato se encuentra en funcionamiento. <box>877 283 1113 308</box>
safety-rules-right <box>864 37 1113 308</box>
warranty-grant: Grupo HB PS, S.A. de C.V. le otorga a partir de la fecha de compra: <box>1890 143 2098 151</box>
list-item: • Esta garantía no ampara el reemplazo de piezas deterioradas por uso o por desgaste normal, como son: cuchillas, vasos, jarras, filtros, etc. <box>1750 232 2246 240</box>
toast-steps-right <box>302 190 551 291</box>
